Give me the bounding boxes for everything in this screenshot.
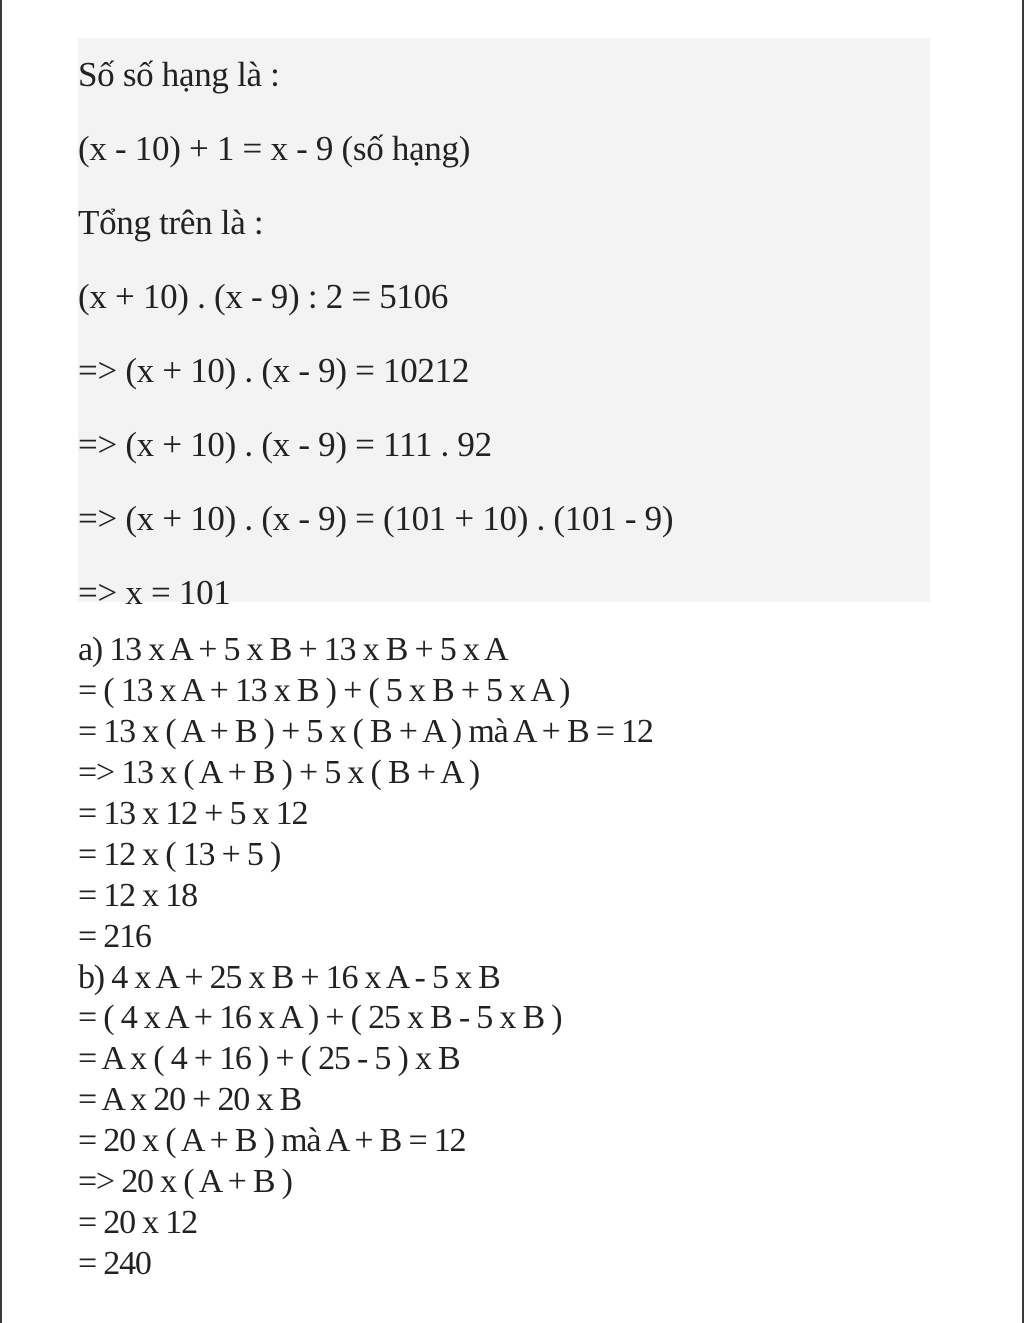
part-b-step: = ( 4 x A + 16 x A ) + ( 25 x B - 5 x B ) <box>78 999 562 1037</box>
part-b-step: = A x ( 4 + 16 ) + ( 25 - 5 ) x B <box>78 1040 460 1078</box>
part-a-step: = ( 13 x A + 13 x B ) + ( 5 x B + 5 x A ) <box>78 671 570 709</box>
part-a-step: => 13 x ( A + B ) + 5 x ( B + A ) <box>78 753 480 791</box>
part-a-step: = 12 x 18 <box>78 876 197 914</box>
solution-line-step-3: => (x + 10) . (x - 9) = (101 + 10) . (101 - 9) <box>78 499 674 538</box>
solution-line-result: => x = 101 <box>78 573 231 612</box>
part-b-step: = 20 x 12 <box>78 1204 197 1242</box>
part-a-step: = 13 x ( A + B ) + 5 x ( B + A ) mà A + B = 12 <box>78 712 653 750</box>
part-b-result: = 240 <box>78 1245 151 1283</box>
solution-part-2-block <box>78 630 978 1285</box>
part-a-step: = 12 x ( 13 + 5 ) <box>78 835 281 873</box>
solution-line-step-1: => (x + 10) . (x - 9) = 10212 <box>78 351 470 390</box>
solution-part-1-block <box>78 38 930 612</box>
part-b-step: = A x 20 + 20 x B <box>78 1081 301 1119</box>
part-a-problem: a) 13 x A + 5 x B + 13 x B + 5 x A <box>78 631 508 668</box>
solution-line-sum-heading: Tổng trên là : <box>78 203 264 242</box>
part-b-problem: b) 4 x A + 25 x B + 16 x A - 5 x B <box>78 958 500 996</box>
part-b-step: = 20 x ( A + B ) mà A + B = 12 <box>78 1122 466 1160</box>
part-a-step: = 13 x 12 + 5 x 12 <box>78 794 308 832</box>
solution-line-term-count: (x - 10) + 1 = x - 9 (số hạng) <box>78 129 471 168</box>
part-a-result: = 216 <box>78 917 151 955</box>
solution-line-step-2: => (x + 10) . (x - 9) = 111 . 92 <box>78 425 492 464</box>
solution-line-term-count-heading: Số số hạng là : <box>78 55 280 94</box>
part-b-step: => 20 x ( A + B ) <box>78 1163 292 1201</box>
solution-line-sum-equation: (x + 10) . (x - 9) : 2 = 5106 <box>78 277 449 316</box>
left-border <box>0 0 2 1323</box>
